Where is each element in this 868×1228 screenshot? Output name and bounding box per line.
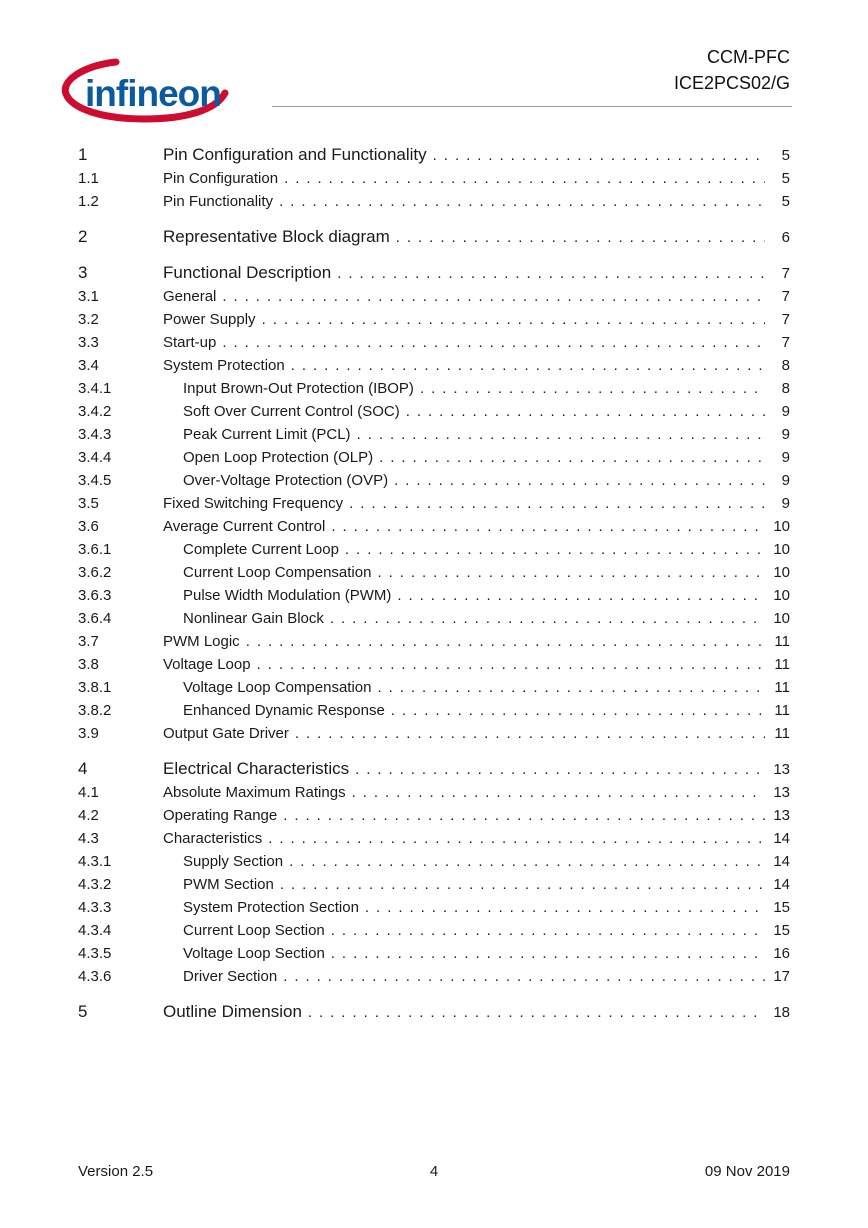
toc-entry-title: Output Gate Driver (163, 725, 289, 742)
toc-leader-dots (379, 446, 765, 469)
toc-entry-title: General (163, 288, 217, 305)
toc-entry-page: 11 (774, 725, 790, 742)
toc-leader-dots (394, 469, 765, 492)
toc-leader-dots (289, 850, 765, 873)
toc-entry-number: 4.3.5 (78, 945, 112, 962)
toc-entry-number: 4.3.1 (78, 853, 112, 870)
toc-entry-page: 6 (781, 229, 790, 246)
footer-version: Version 2.5 (78, 1163, 154, 1180)
toc-entry-number: 3.5 (78, 495, 99, 512)
toc-entry[interactable] (78, 561, 790, 584)
toc-entry-page: 10 (773, 564, 790, 581)
toc-entry-title: Complete Current Loop (183, 541, 339, 558)
toc-entry-title: System Protection (163, 357, 285, 374)
toc-entry[interactable] (78, 515, 790, 538)
toc-entry-number: 3.8.2 (78, 702, 112, 719)
footer-date: 09 Nov 2019 (704, 1163, 790, 1180)
toc-entry-number: 3.1 (78, 288, 99, 305)
logo-wordmark: infineon (85, 73, 221, 114)
toc-entry-page: 9 (781, 426, 790, 443)
toc-entry-number: 4.3.2 (78, 876, 112, 893)
toc-leader-dots (377, 676, 765, 699)
toc-entry-title: Input Brown-Out Protection (IBOP) (183, 380, 414, 397)
toc-entry[interactable] (78, 630, 790, 653)
toc-entry-title: Pin Configuration (163, 170, 279, 187)
toc-leader-dots (433, 144, 765, 167)
toc-entry[interactable] (78, 446, 790, 469)
toc-entry[interactable] (78, 190, 790, 213)
toc-entry-number: 1.2 (78, 193, 99, 210)
toc-leader-dots (295, 722, 765, 745)
toc-leader-dots (283, 804, 765, 827)
toc-entry-page: 7 (781, 311, 790, 328)
toc-entry-page: 9 (781, 449, 790, 466)
toc-entry-page: 9 (781, 403, 790, 420)
toc-entry[interactable] (78, 896, 790, 919)
toc-leader-dots (284, 167, 765, 190)
toc-leader-dots (352, 781, 765, 804)
toc-entry-page: 13 (773, 784, 790, 801)
toc-entry-number: 3.4.2 (78, 403, 112, 420)
toc-leader-dots (330, 607, 765, 630)
toc-entry[interactable] (78, 538, 790, 561)
toc-entry-page: 5 (781, 170, 790, 187)
toc-leader-dots (222, 331, 765, 354)
toc-entry-page: 10 (773, 587, 790, 604)
toc-entry-page: 11 (774, 656, 790, 673)
toc-entry-page: 11 (774, 633, 790, 650)
toc-leader-dots (397, 584, 765, 607)
toc-entry[interactable] (78, 827, 790, 850)
toc-entry[interactable] (78, 469, 790, 492)
toc-entry-number: 3.8.1 (78, 679, 112, 696)
toc-entry[interactable] (78, 699, 790, 722)
toc-entry-number: 3.9 (78, 725, 99, 742)
toc-entry-number: 3.4.1 (78, 380, 112, 397)
toc-entry[interactable] (78, 607, 790, 630)
toc-entry-title: Voltage Loop (163, 656, 251, 673)
toc-entry-page: 18 (773, 1004, 790, 1021)
toc-entry-number: 4.2 (78, 807, 99, 824)
toc-entry-page: 10 (773, 610, 790, 627)
toc-entry-number: 4.3 (78, 830, 99, 847)
header-title-block (674, 44, 790, 96)
toc-entry-title: Pulse Width Modulation (PWM) (183, 587, 392, 604)
toc-entry-number: 3.6 (78, 518, 99, 535)
toc-entry[interactable] (78, 331, 790, 354)
toc-entry-title: PWM Section (183, 876, 274, 893)
toc-entry[interactable] (78, 308, 790, 331)
toc-entry-title: Enhanced Dynamic Response (183, 702, 385, 719)
toc-entry[interactable] (78, 377, 790, 400)
toc-entry-number: 3.6.3 (78, 587, 112, 604)
toc-entry-title: Current Loop Compensation (183, 564, 372, 581)
toc-entry[interactable] (78, 757, 790, 781)
toc-entry[interactable] (78, 965, 790, 988)
toc-leader-dots (349, 492, 765, 515)
toc-entry-title: Over-Voltage Protection (OVP) (183, 472, 389, 489)
toc-entry-page: 13 (773, 807, 790, 824)
toc-entry-page: 5 (781, 193, 790, 210)
toc-leader-dots (377, 561, 765, 584)
toc-entry-page: 10 (773, 518, 790, 535)
toc-entry-number: 5 (78, 1002, 88, 1021)
toc-entry-number: 3.6.2 (78, 564, 112, 581)
toc-entry-number: 3.7 (78, 633, 99, 650)
toc-entry[interactable] (78, 653, 790, 676)
toc-entry[interactable] (78, 167, 790, 190)
product-family: CCM-PFC (707, 47, 790, 67)
toc-entry-title: Voltage Loop Section (183, 945, 325, 962)
toc-entry-page: 7 (781, 334, 790, 351)
toc-entry-number: 3 (78, 263, 88, 282)
toc-entry-title: Absolute Maximum Ratings (163, 784, 346, 801)
toc-leader-dots (262, 308, 765, 331)
toc-leader-dots (222, 285, 765, 308)
toc-entry-number: 4.3.6 (78, 968, 112, 985)
toc-entry[interactable] (78, 919, 790, 942)
toc-entry-page: 11 (774, 702, 790, 719)
toc-leader-dots (246, 630, 765, 653)
toc-entry[interactable] (78, 143, 790, 167)
toc-entry[interactable] (78, 285, 790, 308)
part-number: ICE2PCS02/G (673, 73, 790, 93)
toc-entry-title: Electrical Characteristics (163, 759, 350, 778)
toc-leader-dots (420, 377, 765, 400)
toc-entry-number: 4.3.4 (78, 922, 112, 939)
toc-entry-number: 4.3.3 (78, 899, 112, 916)
toc-entry-number: 3.4 (78, 357, 99, 374)
toc-entry[interactable] (78, 354, 790, 377)
toc-leader-dots (291, 354, 765, 377)
toc-leader-dots (283, 965, 765, 988)
toc-entry-title: Outline Dimension (163, 1002, 302, 1021)
toc-entry-page: 9 (781, 495, 790, 512)
toc-entry-number: 2 (78, 227, 88, 246)
toc (78, 131, 790, 1024)
toc-entry-title: Peak Current Limit (PCL) (183, 426, 351, 443)
toc-entry-page: 15 (773, 922, 790, 939)
toc-entry-page: 8 (781, 357, 790, 374)
toc-leader-dots (337, 262, 765, 285)
page-footer (78, 1163, 790, 1180)
toc-entry-title: Supply Section (183, 853, 284, 870)
toc-entry[interactable] (78, 722, 790, 745)
toc-entry-page: 9 (781, 472, 790, 489)
toc-entry-title: PWM Logic (163, 633, 240, 650)
toc-entry-page: 7 (781, 265, 790, 282)
toc-leader-dots (345, 538, 765, 561)
toc-entry-page: 10 (773, 541, 790, 558)
toc-entry-number: 3.3 (78, 334, 99, 351)
toc-leader-dots (396, 226, 765, 249)
toc-leader-dots (365, 896, 765, 919)
toc-entry-number: 3.4.3 (78, 426, 112, 443)
toc-entry[interactable] (78, 400, 790, 423)
toc-entry[interactable] (78, 850, 790, 873)
toc-leader-dots (279, 190, 765, 213)
toc-entry[interactable] (78, 492, 790, 515)
toc-entry-title: Open Loop Protection (OLP) (183, 449, 374, 466)
toc-entry[interactable] (78, 804, 790, 827)
toc-entry-number: 3.6.4 (78, 610, 112, 627)
toc-entry-number: 4.1 (78, 784, 99, 801)
toc-leader-dots (331, 515, 765, 538)
toc-entry-page: 14 (773, 830, 790, 847)
toc-entry-title: Fixed Switching Frequency (163, 495, 344, 512)
toc-entry-title: Average Current Control (163, 518, 326, 535)
toc-entry-number: 3.4.5 (78, 472, 112, 489)
header-rule (272, 106, 792, 107)
toc-entry-number: 4 (78, 759, 88, 778)
toc-entry-title: Pin Functionality (163, 193, 274, 210)
toc-entry-title: Representative Block diagram (163, 227, 390, 246)
toc-entry-page: 14 (773, 876, 790, 893)
toc-entry[interactable] (78, 781, 790, 804)
toc-entry[interactable] (78, 584, 790, 607)
toc-entry[interactable] (78, 261, 790, 285)
toc-leader-dots (331, 919, 765, 942)
toc-entry[interactable] (78, 423, 790, 446)
toc-leader-dots (268, 827, 765, 850)
toc-entry[interactable] (78, 676, 790, 699)
toc-entry-title: Power Supply (163, 311, 256, 328)
toc-entry-page: 7 (781, 288, 790, 305)
toc-entry-number: 3.2 (78, 311, 99, 328)
toc-leader-dots (280, 873, 765, 896)
infineon-logo (58, 54, 230, 128)
toc-entry[interactable] (78, 873, 790, 896)
toc-leader-dots (391, 699, 765, 722)
toc-leader-dots (257, 653, 765, 676)
footer-page-number: 4 (429, 1163, 439, 1180)
toc-entry-title: Soft Over Current Control (SOC) (183, 403, 400, 420)
toc-leader-dots (308, 1001, 765, 1024)
toc-entry-page: 17 (773, 968, 790, 985)
toc-entry-page: 14 (773, 853, 790, 870)
toc-entry-number: 3.6.1 (78, 541, 112, 558)
toc-entry[interactable] (78, 225, 790, 249)
toc-entry-title: Start-up (163, 334, 217, 351)
toc-entry-title: Operating Range (163, 807, 278, 824)
toc-entry-title: Functional Description (163, 263, 332, 282)
toc-entry-number: 1 (78, 145, 88, 164)
toc-entry-title: Current Loop Section (183, 922, 325, 939)
toc-entry-title: Pin Configuration and Functionality (163, 145, 427, 164)
toc-entry-title: Characteristics (163, 830, 263, 847)
toc-entry[interactable] (78, 1000, 790, 1024)
toc-entry-page: 16 (773, 945, 790, 962)
toc-entry-title: System Protection Section (183, 899, 359, 916)
toc-leader-dots (357, 423, 765, 446)
toc-entry-page: 8 (781, 380, 790, 397)
toc-entry-number: 1.1 (78, 170, 99, 187)
toc-entry-page: 15 (773, 899, 790, 916)
toc-entry[interactable] (78, 942, 790, 965)
toc-entry-page: 5 (781, 147, 790, 164)
toc-entry-page: 13 (773, 761, 790, 778)
toc-entry-number: 3.8 (78, 656, 99, 673)
toc-entry-title: Nonlinear Gain Block (183, 610, 324, 627)
toc-entry-title: Voltage Loop Compensation (183, 679, 372, 696)
toc-entry-page: 11 (774, 679, 790, 696)
toc-leader-dots (355, 758, 765, 781)
toc-entry-number: 3.4.4 (78, 449, 112, 466)
toc-leader-dots (331, 942, 765, 965)
toc-entry-title: Driver Section (183, 968, 278, 985)
toc-leader-dots (406, 400, 765, 423)
